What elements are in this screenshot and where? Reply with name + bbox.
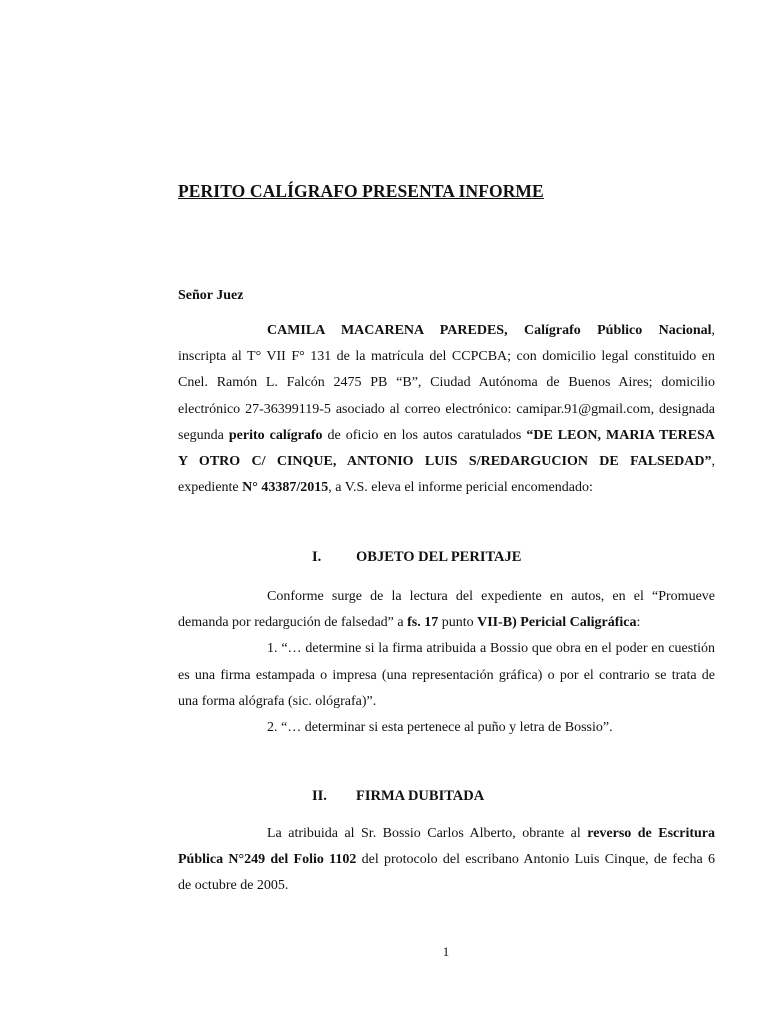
section-1-line-1: Conforme surge de la lectura del expediente en autos, en el “Promueve xyxy=(267,589,715,604)
case-caption-end: Y OTRO C/ CINQUE, ANTONIO LUIS S/REDARGUCION DE FALSEDAD” xyxy=(178,454,712,470)
section-1-number: I. xyxy=(312,549,322,565)
section-2-line-3: de octubre de 2005. xyxy=(178,878,289,894)
intro-line-3: Cnel. Ramón L. Falcón 2475 PB “B”, Ciudad Autónoma de Buenos Aires; domicilio xyxy=(178,375,715,391)
intro-line-4: electrónico 27-36399119-5 asociado al correo electrónico: camipar.91@gmail.com, designada xyxy=(178,401,715,417)
item-1-line-1: 1. “… determine si la firma atribuida a Bossio que obra en el poder en cuestión xyxy=(267,641,715,657)
item-1-line-3: una forma alógrafa (sic. ológrafa)”. xyxy=(178,693,377,709)
case-caption-start: “DE LEON, MARIA TERESA xyxy=(526,427,715,443)
section-1-title: OBJETO DEL PERITAJE xyxy=(356,549,522,565)
section-2-line-2: Pública N°249 del Folio 1102 del protocolo del escribano Antonio Luis Cinque, de fecha 6 xyxy=(178,852,715,868)
expert-name: CAMILA MACARENA PAREDES, xyxy=(267,323,508,338)
salutation: Señor Juez xyxy=(178,288,244,303)
case-number: N° 43387/2015 xyxy=(242,480,329,496)
section-2-title: FIRMA DUBITADA xyxy=(356,788,485,804)
item-1-line-2: es una firma estampada o impresa (una representación gráfica) o por el contrario se trata de xyxy=(178,667,715,683)
intro-paragraph xyxy=(178,318,715,501)
section-2-number: II. xyxy=(312,788,327,804)
section-2-line-1: La atribuida al Sr. Bossio Carlos Alberto, obrante al reverso de Escritura xyxy=(267,826,715,841)
document-title: PERITO CALÍGRAFO PRESENTA INFORME xyxy=(178,181,544,201)
expert-role: Calígrafo Público Nacional xyxy=(523,323,712,338)
intro-line-5: segunda perito calígrafo de oficio en los autos caratulados “DE LEON, MARIA TERESA xyxy=(178,427,715,443)
section-2-paragraph xyxy=(178,821,715,900)
intro-line-2: inscripta al T° VII F° 131 de la matrícula del CCPCBA; con domicilio legal constituido en xyxy=(178,349,715,365)
page-number: 1 xyxy=(442,944,450,959)
intro-line-6: Y OTRO C/ CINQUE, ANTONIO LUIS S/REDARGUCION DE FALSEDAD”, xyxy=(178,454,715,470)
section-1-line-2: demanda por redargución de falsedad” a fs. 17 punto VII-B) Pericial Caligráfica: xyxy=(178,615,641,631)
intro-line-7: expediente N° 43387/2015, a V.S. eleva el informe pericial encomendado: xyxy=(178,480,593,496)
intro-line-1: CAMILA MACARENA PAREDES, Calígrafo Público Nacional, xyxy=(267,323,716,338)
section-1-paragraph xyxy=(178,584,715,741)
item-2: 2. “… determinar si esta pertenece al puño y letra de Bossio”. xyxy=(267,720,613,736)
